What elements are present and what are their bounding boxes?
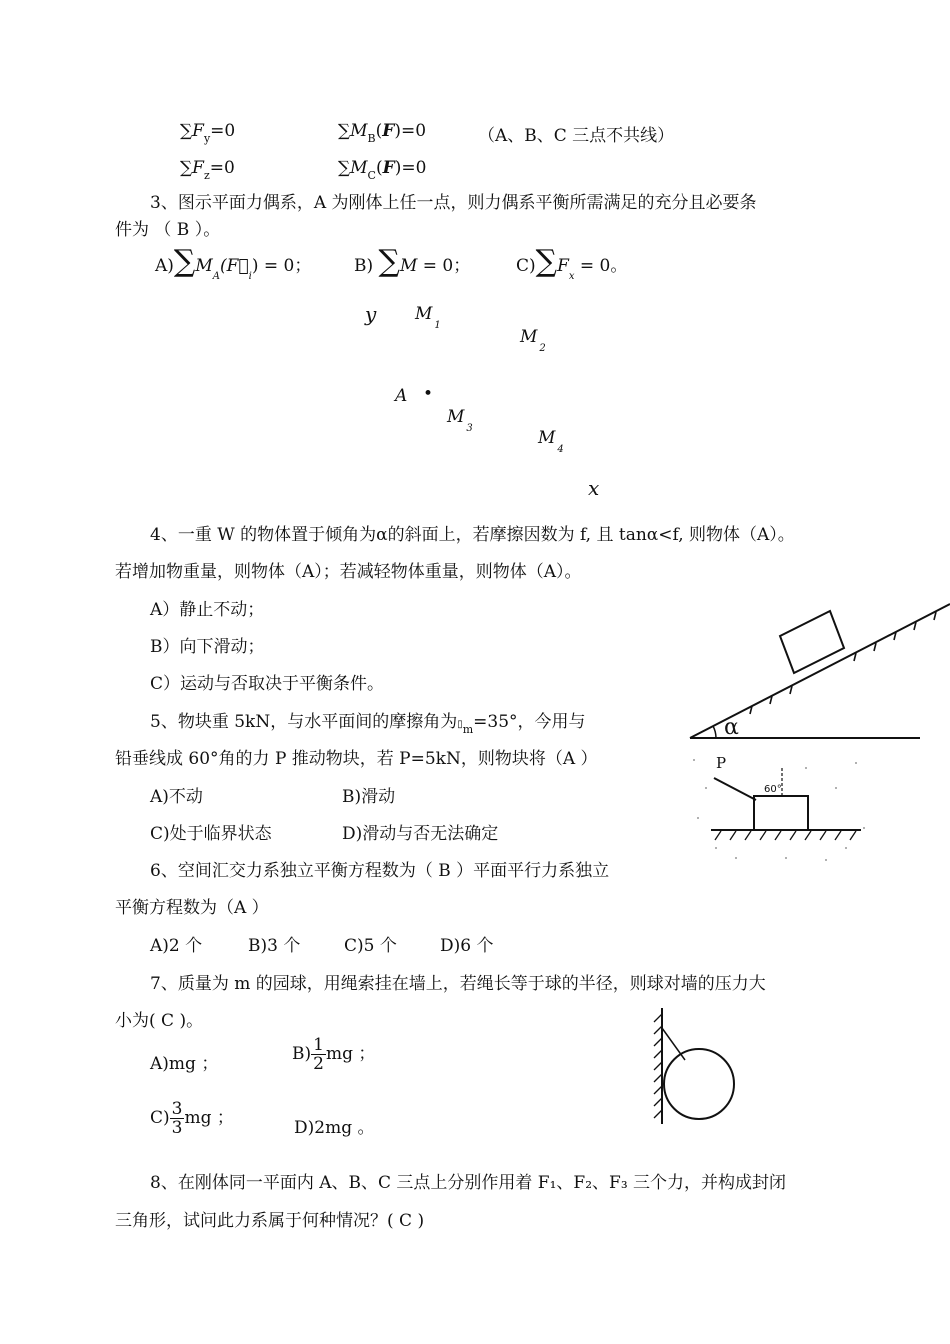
eq-sum-fy-sub: y — [203, 132, 211, 145]
eq-sum-mc — [338, 158, 427, 182]
q7-option-c — [150, 1100, 234, 1137]
q7-option-c-numerator: 3 — [171, 1099, 183, 1119]
eq-sum-fz-main: ∑F — [180, 158, 204, 178]
q3-fig-m3-sub: 3 — [466, 423, 473, 434]
ball-rope — [662, 1028, 685, 1060]
q3-fig-point-a: A — [395, 386, 408, 406]
incline-alpha-label: α — [724, 715, 739, 740]
q7-option-b-numerator: 1 — [313, 1035, 324, 1055]
eq-sum-mb-main: ∑M — [338, 121, 368, 141]
eq-sum-mc-open: ( — [375, 158, 383, 178]
q7-line2: 小为( C )。 — [115, 1011, 204, 1031]
q3-fig-m2-label: M — [520, 327, 538, 347]
q7-option-a: A)mg ； — [150, 1054, 219, 1074]
block-push-speckle — [693, 759, 865, 861]
block-push-block — [754, 796, 808, 830]
q5-line1-post: =35°，今用与 — [473, 712, 586, 732]
q3-fig-m3-label: M — [447, 407, 465, 427]
ball-circle — [664, 1049, 734, 1119]
q3-option-c-f: F — [557, 256, 569, 276]
ball-wall-hatches — [654, 1014, 662, 1118]
q7-option-c-fraction — [170, 1100, 185, 1137]
eq-sum-fy-main: ∑F — [180, 121, 204, 141]
eq-sum-mc-sub: C — [367, 169, 376, 182]
eq-sum-mb — [338, 121, 427, 145]
q7-option-c-denominator: 3 — [171, 1118, 183, 1138]
q5-line2: 铅垂线成 60°角的力 P 推动物块，若 P=5kN，则物块将（A ） — [115, 749, 598, 769]
eq-sum-fz — [180, 158, 235, 182]
q7-line1: 7、质量为 m 的园球，用绳索挂在墙上，若绳长等于球的半径，则球对墙的压力大 — [150, 974, 766, 994]
q3-option-c — [516, 244, 628, 282]
q3-fig-x-axis: x — [588, 476, 600, 500]
eq-noncollinear-note: （A、B、C 三点不共线） — [478, 126, 675, 146]
eq-sum-mc-force: F — [382, 158, 395, 178]
q4-option-a: A）静止不动； — [150, 600, 265, 620]
q6-option-c: C)5 个 — [344, 936, 397, 956]
eq-sum-fy — [180, 121, 236, 145]
q5-option-d: D)滑动与否无法确定 — [342, 824, 499, 844]
q7-option-b-post: mg ； — [325, 1044, 376, 1064]
q4-line1: 4、一重 W 的物体置于倾角为α的斜面上，若摩擦因数为 f, 且 tanα<f, 则物体（A）。 — [150, 525, 795, 545]
q3-option-b-label: B) — [354, 256, 374, 276]
eq-sum-mb-post: )=0 — [394, 121, 427, 141]
q3-option-a-post: ) = 0； — [251, 256, 312, 276]
block-push-force-line — [714, 778, 756, 800]
q3-option-c-sub: x — [568, 271, 575, 282]
q4-option-b: B）向下滑动； — [150, 637, 265, 657]
q4-option-c: C）运动与否取决于平衡条件。 — [150, 674, 385, 694]
q5-line1-pre: 5、物块重 5kN，与水平面间的摩擦角为 — [150, 712, 458, 732]
q6-option-d: D)6 个 — [440, 936, 494, 956]
q3-option-c-sigma: ∑ — [535, 244, 558, 279]
eq-sum-mb-sub: B — [367, 132, 376, 145]
q7-option-c-label: C) — [150, 1108, 170, 1128]
eq-sum-mb-open: ( — [375, 121, 383, 141]
q3-fig-m4 — [538, 428, 564, 455]
q7-option-c-post: mg ； — [184, 1108, 234, 1128]
q3-option-a-f: (F⃗ — [220, 256, 249, 276]
q5-line1-sub: m — [462, 723, 474, 736]
eq-sum-mc-main: ∑M — [338, 158, 368, 178]
q7-option-b-fraction — [311, 1036, 326, 1073]
q3-option-b-m: M — [399, 256, 418, 276]
q7-option-b — [292, 1036, 375, 1073]
q4-line2: 若增加物重量，则物体（A）；若减轻物体重量，则物体（A）。 — [115, 562, 582, 582]
q6-line1: 6、空间汇交力系独立平衡方程数为（ B ）平面平行力系独立 — [150, 861, 610, 881]
eq-sum-mb-force: F — [382, 121, 395, 141]
q3-option-b-post: = 0； — [417, 256, 471, 276]
q5-option-c: C)处于临界状态 — [150, 824, 272, 844]
q3-fig-point-dot: • — [423, 384, 434, 404]
q6-option-b: B)3 个 — [248, 936, 301, 956]
block-push-hatches — [715, 831, 856, 840]
q3-option-a — [155, 244, 312, 282]
q3-line1: 3、图示平面力偶系，A 为刚体上任一点，则力偶系平衡所需满足的充分且必要条 — [150, 193, 757, 213]
q3-option-a-m: M — [195, 256, 213, 276]
block-push-figure — [686, 748, 872, 870]
eq-sum-fz-sub: z — [203, 169, 210, 182]
q7-option-b-denominator: 2 — [313, 1054, 324, 1074]
ball-wall-figure — [648, 1006, 744, 1126]
incline-angle-arc — [713, 726, 716, 738]
eq-sum-fz-post: =0 — [209, 158, 235, 178]
q6-option-a: A)2 个 — [150, 936, 203, 956]
q5-line1 — [150, 707, 586, 736]
eq-sum-fy-post: =0 — [210, 121, 236, 141]
q3-option-b-sigma: ∑ — [378, 244, 400, 279]
q3-fig-m1 — [415, 304, 441, 331]
q3-option-a-sigma: ∑ — [173, 244, 196, 279]
q3-option-c-label: C) — [516, 256, 536, 276]
q3-fig-m4-label: M — [538, 428, 556, 448]
q3-fig-m2 — [520, 327, 546, 354]
q3-option-c-post: = 0。 — [574, 256, 628, 276]
q5-line1-phi: ▯ — [457, 719, 463, 730]
q8-line1: 8、在刚体同一平面内 A、B、C 三点上分别作用着 F₁、F₂、F₃ 三个力，并构成封闭 — [150, 1173, 787, 1193]
q5-option-a: A)不动 — [150, 787, 203, 807]
q3-option-b — [354, 244, 470, 279]
block-push-p-label: P — [716, 754, 727, 772]
block-push-angle-label: 60° — [764, 784, 782, 795]
eq-sum-mc-post: )=0 — [394, 158, 427, 178]
q3-fig-m3 — [447, 407, 473, 434]
q3-option-a-fsub: i — [248, 271, 252, 282]
q3-fig-m2-sub: 2 — [539, 343, 546, 354]
q3-fig-y-axis: y — [365, 302, 377, 326]
q3-fig-m1-label: M — [415, 304, 433, 324]
q3-fig-m1-sub: 1 — [434, 320, 441, 331]
incline-hatches — [750, 612, 936, 714]
q3-fig-m4-sub: 4 — [557, 444, 564, 455]
q3-option-a-label: A) — [155, 256, 174, 276]
q5-option-b: B)滑动 — [342, 787, 396, 807]
q6-line2: 平衡方程数为（A ） — [115, 898, 269, 918]
q8-line2: 三角形，试问此力系属于何种情况？( C ) — [115, 1211, 425, 1231]
incline-figure — [680, 598, 950, 746]
q3-option-a-sub: A — [212, 271, 220, 282]
q3-line2: 件为 （ B ）。 — [115, 220, 221, 240]
q7-option-d: D)2mg 。 — [294, 1118, 375, 1138]
q7-option-b-label: B) — [292, 1044, 312, 1064]
